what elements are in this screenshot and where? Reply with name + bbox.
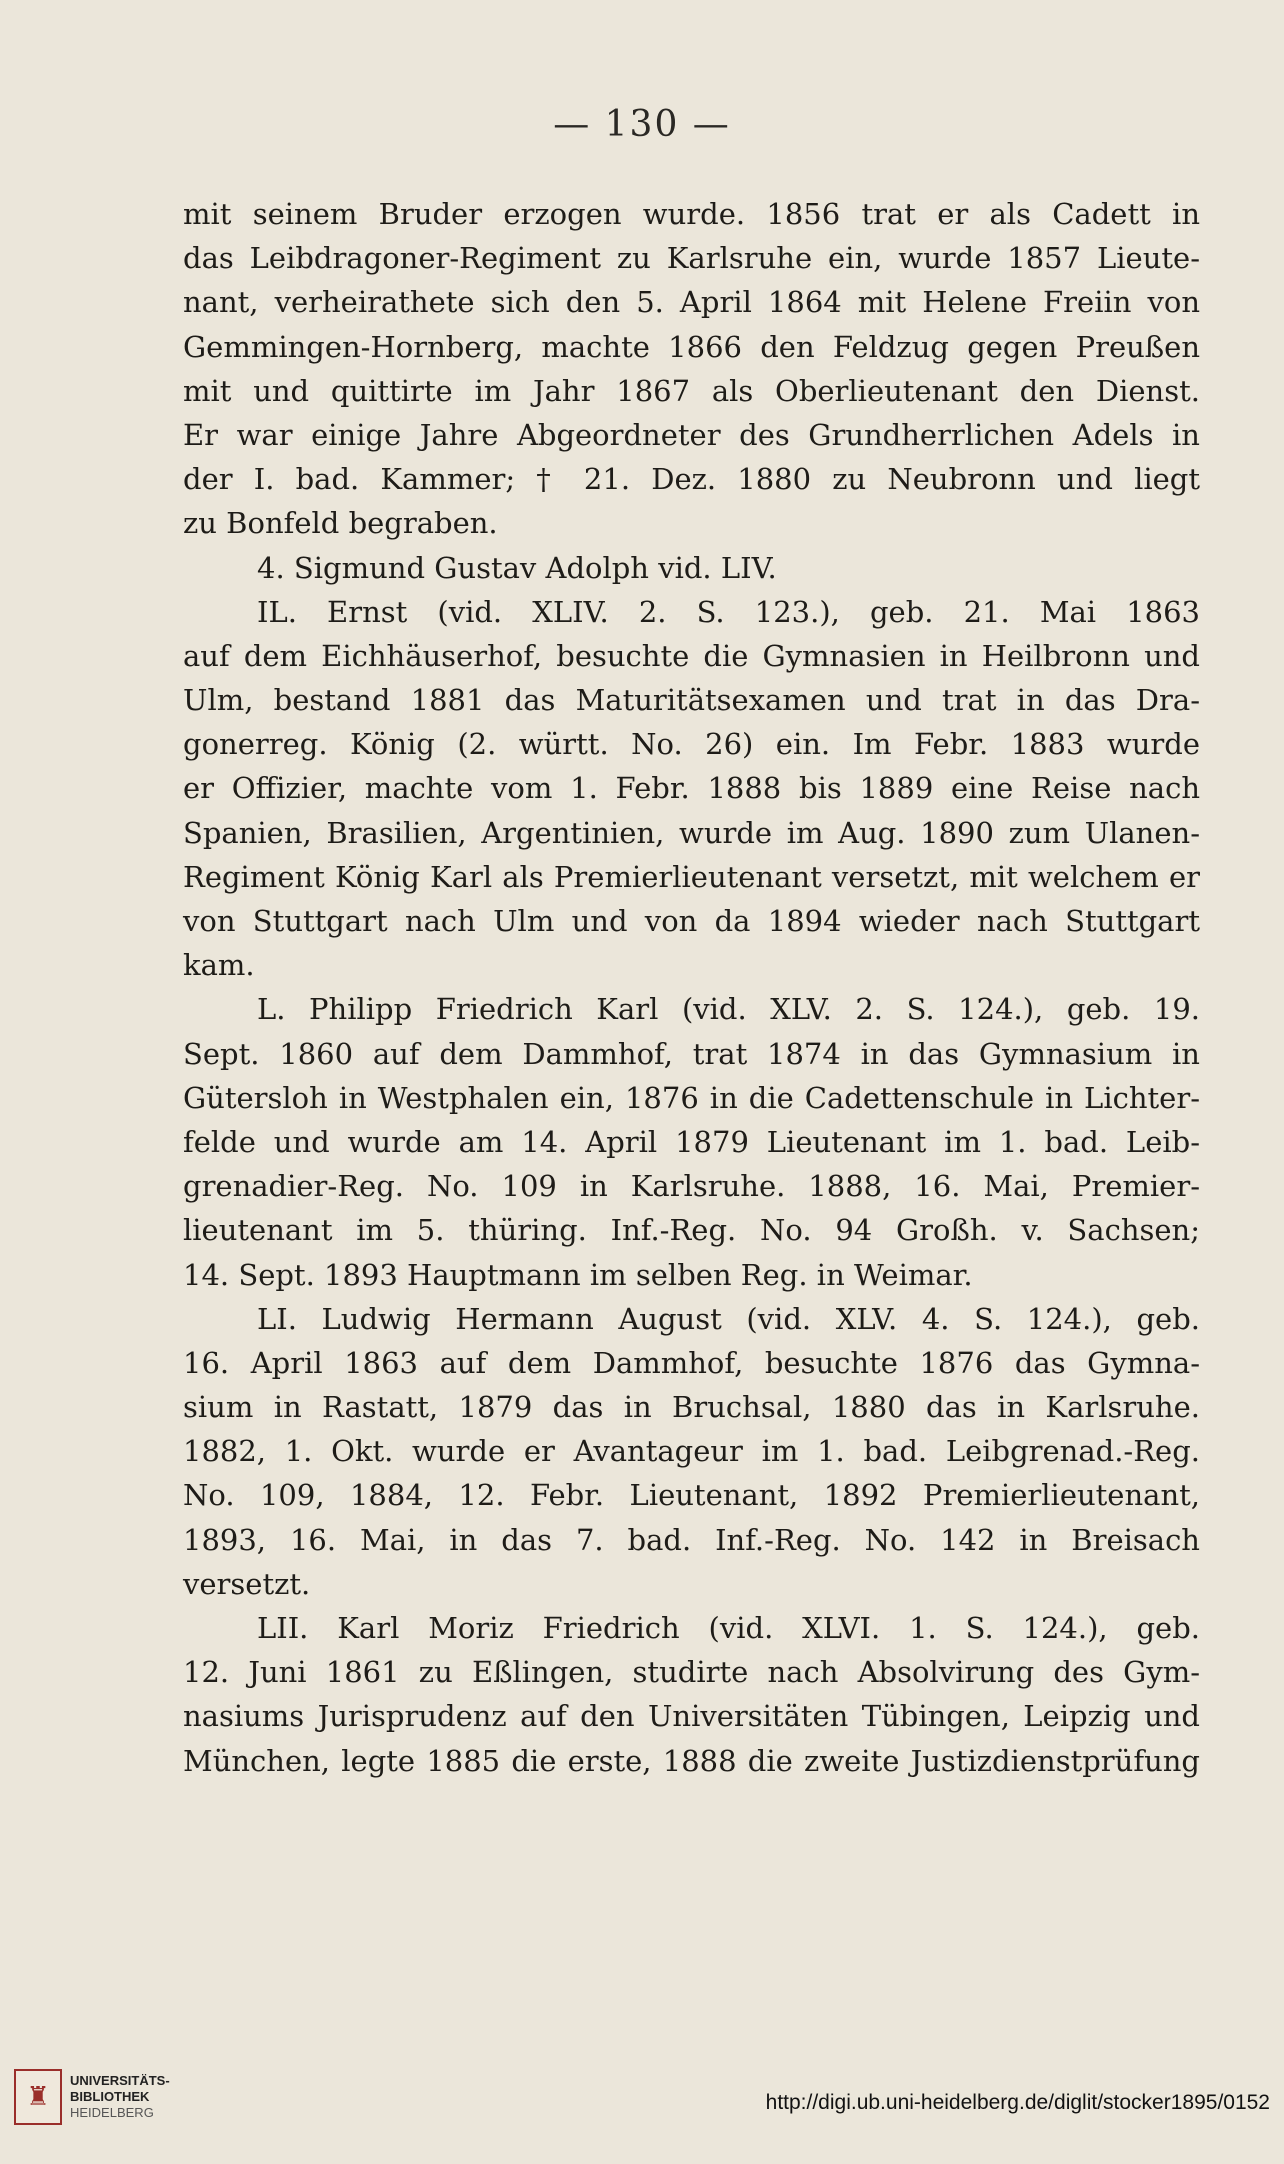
text-line: Spanien, Brasilien, Argentinien, wurde im Aug. 1890 zum Ulanen- (183, 815, 1200, 850)
text-line: grenadier-Reg. No. 109 in Karlsruhe. 1888, 16. Mai, Premier- (183, 1169, 1200, 1204)
text-line: Sept. 1860 auf dem Dammhof, trat 1874 in das Gymnasium in (183, 1036, 1200, 1071)
text-line: sium in Rastatt, 1879 das in Bruchsal, 1880 das in Karlsruhe. (183, 1390, 1200, 1425)
text-line: er Offizier, machte vom 1. Febr. 1888 bis 1889 eine Reise nach (183, 771, 1200, 806)
text-line: 1893, 16. Mai, in das 7. bad. Inf.-Reg. No. 142 in Breisach (183, 1522, 1200, 1557)
text-line: mit seinem Bruder erzogen wurde. 1856 trat er als Cadett in (183, 197, 1200, 231)
text-line: 12. Juni 1861 zu Eßlingen, studirte nach Absolvirung des Gym- (183, 1655, 1200, 1690)
logo-line-3: HEIDELBERG (70, 2105, 154, 2120)
text-line: IL. Ernst (vid. XLIV. 2. S. 123.), geb. 21. Mai 1863 (257, 594, 1200, 629)
text-line: 1882, 1. Okt. wurde er Avantageur im 1. bad. Leibgrenad.-Reg. (183, 1434, 1200, 1469)
logo-line-2: BIBLIOTHEK (70, 2089, 150, 2104)
text-line: von Stuttgart nach Ulm und von da 1894 wieder nach Stuttgart (183, 904, 1200, 938)
text-line: nasiums Jurisprudenz auf den Universitäten Tübingen, Leipzig und (183, 1699, 1200, 1734)
text-line: 16. April 1863 auf dem Dammhof, besuchte 1876 das Gymna- (183, 1345, 1200, 1380)
source-url[interactable]: http://digi.ub.uni-heidelberg.de/diglit/stocker1895/0152 (765, 2091, 1270, 2114)
text-line: auf dem Eichhäuserhof, besuchte die Gymnasien in Heilbronn und (183, 638, 1200, 673)
text-line: Ulm, bestand 1881 das Maturitätsexamen und trat in das Dra- (183, 683, 1200, 718)
logo-text (70, 2073, 170, 2121)
text-line: gonerreg. König (2. württ. No. 26) ein. Im Febr. 1883 wurde (183, 727, 1200, 762)
text-line: das Leibdragoner-Regiment zu Karlsruhe ein, wurde 1857 Lieute- (183, 241, 1200, 276)
text-line: 14. Sept. 1893 Hauptmann im selben Reg. in Weimar. (183, 1257, 973, 1292)
page-number: — 130 — (553, 104, 731, 145)
text-line: kam. (183, 948, 255, 983)
text-line: Er war einige Jahre Abgeordneter des Grundherrlichen Adels in (183, 417, 1200, 452)
text-line: Gemmingen-Hornberg, machte 1866 den Feldzug gegen Preußen (183, 329, 1200, 364)
text-line: 4. Sigmund Gustav Adolph vid. LIV. (257, 550, 777, 585)
logo-line-1: UNIVERSITÄTS- (70, 2073, 170, 2088)
text-line: München, legte 1885 die erste, 1888 die zweite Justizdienstprüfung (183, 1743, 1200, 1778)
text-line: versetzt. (183, 1566, 311, 1601)
text-line: Regiment König Karl als Premierlieutenant versetzt, mit welchem er (183, 859, 1200, 894)
heidelberg-seal-icon: ♜ (14, 2069, 62, 2125)
text-line: LII. Karl Moriz Friedrich (vid. XLVI. 1. S. 124.), geb. (257, 1611, 1200, 1645)
text-line: nant, verheirathete sich den 5. April 1864 mit Helene Freiin von (183, 285, 1200, 320)
text-line: No. 109, 1884, 12. Febr. Lieutenant, 1892 Premierlieutenant, (183, 1478, 1200, 1513)
text-line: der I. bad. Kammer; † 21. Dez. 1880 zu Neubronn und liegt (183, 462, 1200, 497)
text-line: mit und quittirte im Jahr 1867 als Oberlieutenant den Dienst. (183, 373, 1200, 408)
text-line: L. Philipp Friedrich Karl (vid. XLV. 2. S. 124.), geb. 19. (257, 992, 1200, 1027)
library-logo (14, 2069, 170, 2125)
text-line: Gütersloh in Westphalen ein, 1876 in die Cadettenschule in Lichter- (183, 1080, 1200, 1115)
text-line: LI. Ludwig Hermann August (vid. XLV. 4. S. 124.), geb. (257, 1301, 1200, 1336)
text-line: zu Bonfeld begraben. (183, 506, 498, 541)
body-text (183, 192, 1200, 1783)
text-line: felde und wurde am 14. April 1879 Lieutenant im 1. bad. Leib- (183, 1124, 1200, 1159)
text-line: lieutenant im 5. thüring. Inf.-Reg. No. 94 Großh. v. Sachsen; (183, 1213, 1200, 1248)
